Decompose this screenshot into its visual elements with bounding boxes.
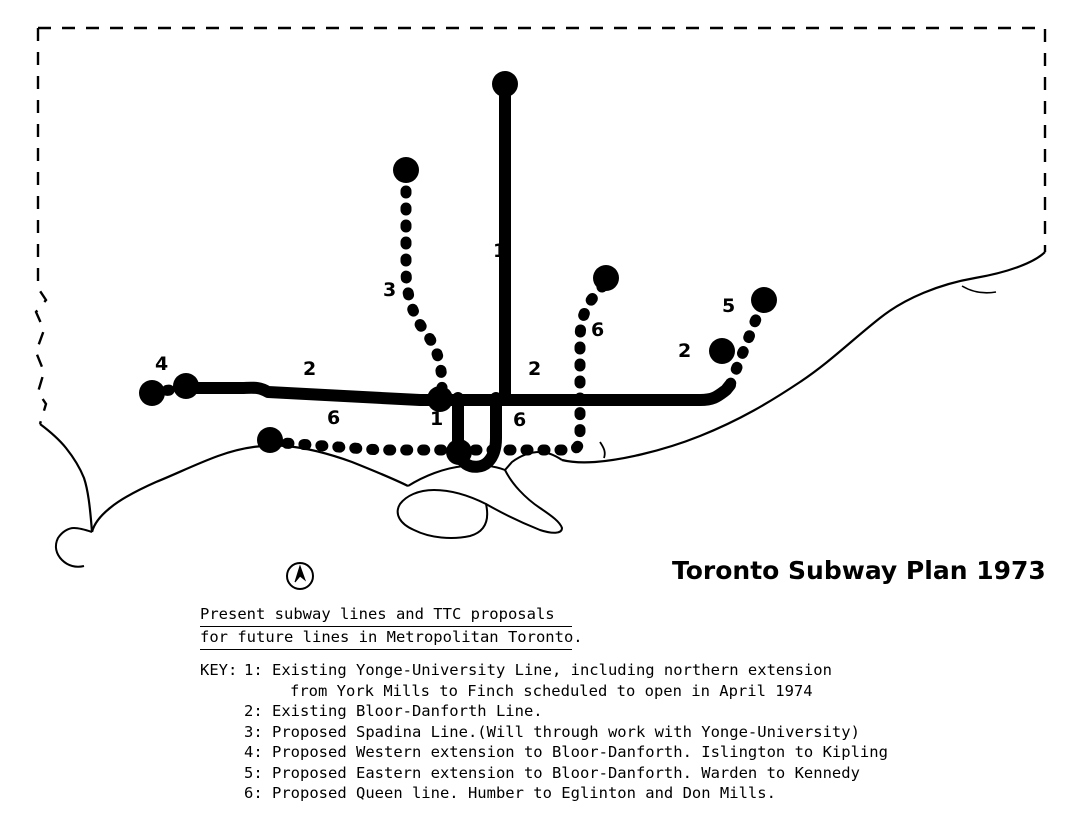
page-title: Toronto Subway Plan 1973 [672,556,1046,585]
legend-number-6: 6: [244,784,263,802]
station-dot-donmills-north [593,265,619,291]
shoreline-island-spit [486,470,562,533]
legend-number-4: 4: [244,743,263,761]
river-mark-east [600,442,605,458]
route-label-2-central: 2 [528,358,542,380]
route-label-1-north: 1 [493,240,507,262]
route-spadina-line3 [406,174,442,398]
compass-rose-icon [287,563,313,589]
legend-number-3: 3: [244,722,263,741]
legend-text-4: Proposed Western extension to Bloor-Danforth. Islington to Kipling [272,743,888,761]
route-label-6-donmills: 6 [591,319,605,341]
metro-boundary-west-dashed [36,28,46,424]
station-dot-queen-university [446,439,472,465]
shoreline-harbour-west [408,465,505,486]
station-dot-islington [173,373,199,399]
route-label-2-east: 2 [678,340,692,362]
route-label-5: 5 [722,295,736,317]
caption-line-1: Present subway lines and TTC proposals [200,604,572,627]
route-label-3: 3 [383,279,397,301]
legend-text-1: Existing Yonge-University Line, including northern extension [272,661,832,679]
station-dot-humber [257,427,283,453]
legend-number-2: 2: [244,702,263,720]
shoreline-west-boundary-link [40,424,92,532]
shoreline-far-east-detail [962,286,996,293]
metro-boundary-dashed [38,28,1045,252]
route-label-1-south: 1 [430,408,444,430]
map-caption [200,604,583,650]
shoreline-west-mainland [92,445,408,532]
route-label-6-east: 6 [513,409,527,431]
route-label-6-west: 6 [327,407,341,429]
legend-text-5: Proposed Eastern extension to Bloor-Danforth. Warden to Kennedy [272,763,860,782]
station-dot-finch [492,71,518,97]
legend-text-2: Existing Bloor-Danforth Line. [272,702,543,720]
legend-text-3: Proposed Spadina Line.(Will through work with Yonge-University) [272,722,860,741]
route-label-2-west: 2 [303,358,317,380]
legend-text-1-cont: from York Mills to Finch scheduled to open in April 1974 [290,681,813,700]
shoreline-east [562,252,1045,462]
legend-number-1: 1: [244,661,263,679]
station-dot-kipling [139,380,165,406]
shoreline-island-west [398,490,488,538]
station-dot-spadina-north [393,157,419,183]
legend-number-5: 5: [244,763,263,782]
route-queen-line6-donmills [580,282,606,400]
legend-key-label: KEY: [200,661,238,679]
station-dot-warden [709,338,735,364]
station-dot-kennedy [751,287,777,313]
legend-text-6: Proposed Queen line. Humber to Eglinton and Don Mills. [272,784,776,802]
route-queen-line6-west [270,442,458,450]
shoreline-west-edge [56,528,92,567]
caption-line-2: for future lines in Metropolitan Toronto. [200,627,572,650]
route-label-4: 4 [155,353,169,375]
